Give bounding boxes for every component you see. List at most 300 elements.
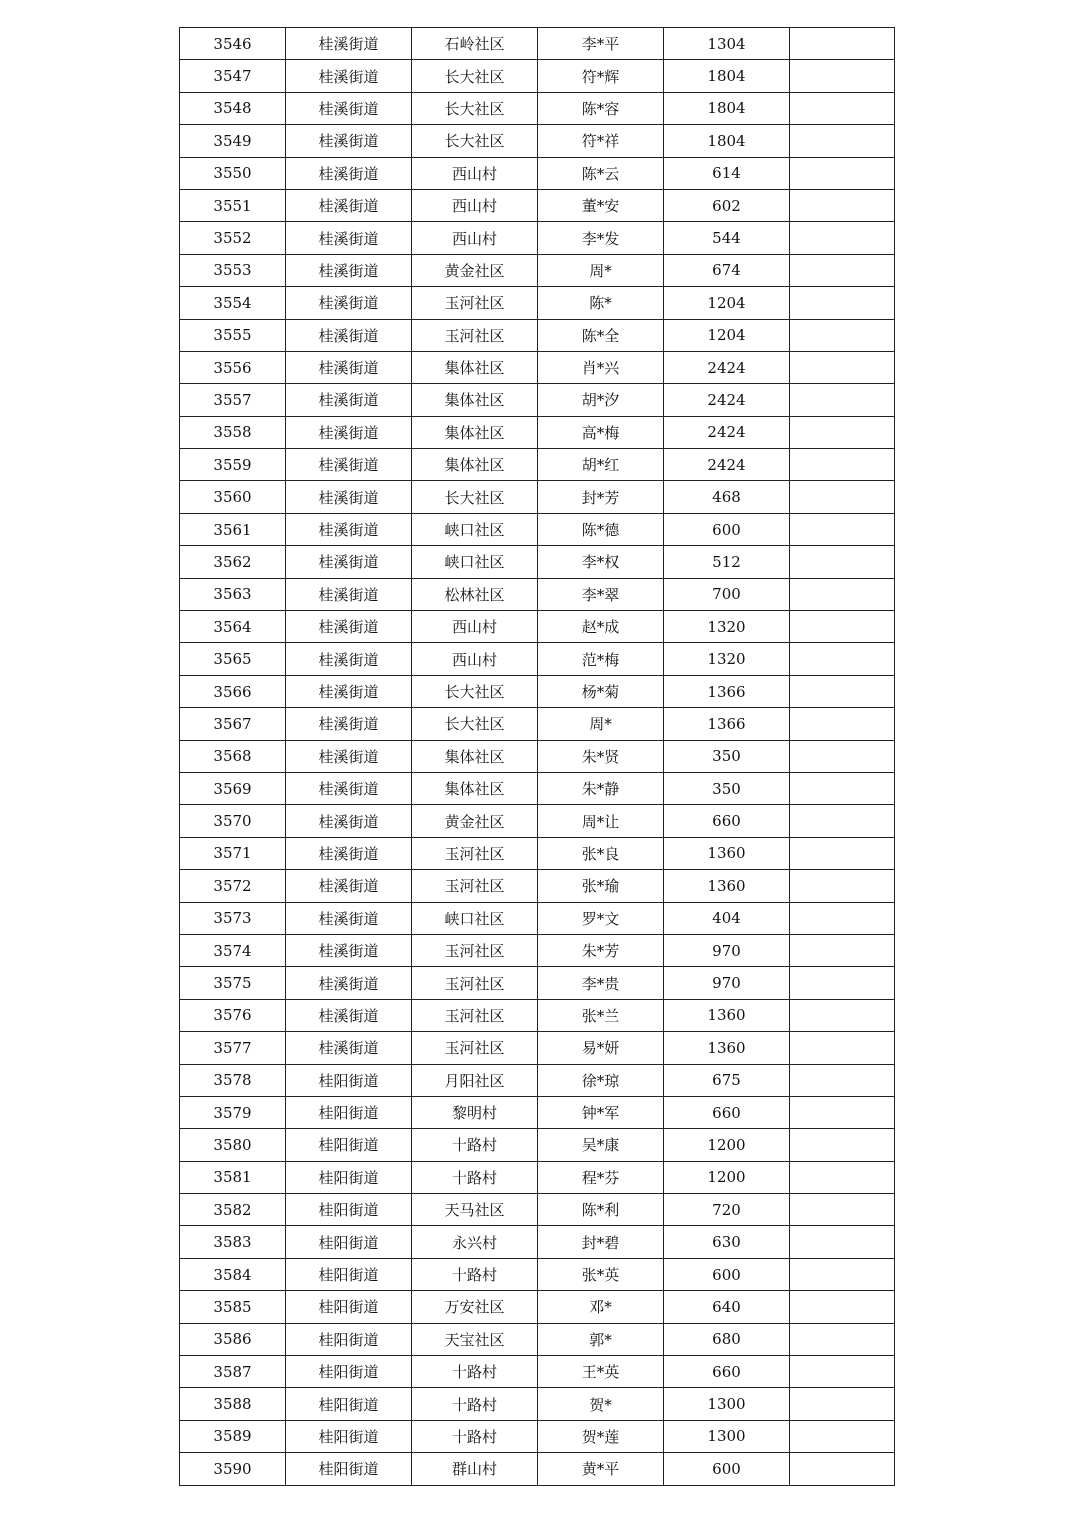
cell-amount: 1300 — [664, 1420, 790, 1452]
table-row — [180, 675, 895, 707]
cell-amount: 660 — [664, 1356, 790, 1388]
cell-number: 3555 — [180, 319, 286, 351]
table-row — [180, 1161, 895, 1193]
cell-name: 朱*芳 — [538, 934, 664, 966]
cell-community: 石岭社区 — [412, 28, 538, 60]
cell-number: 3556 — [180, 351, 286, 383]
table-row — [180, 254, 895, 286]
cell-street: 桂溪街道 — [286, 643, 412, 675]
table-row — [180, 772, 895, 804]
table-row — [180, 222, 895, 254]
cell-name: 李*贵 — [538, 967, 664, 999]
cell-amount: 2424 — [664, 449, 790, 481]
cell-note — [790, 92, 895, 124]
cell-name: 罗*文 — [538, 902, 664, 934]
cell-number: 3578 — [180, 1064, 286, 1096]
cell-name: 张*良 — [538, 837, 664, 869]
cell-community: 松林社区 — [412, 578, 538, 610]
cell-name: 杨*菊 — [538, 675, 664, 707]
cell-community: 长大社区 — [412, 708, 538, 740]
cell-note — [790, 578, 895, 610]
table-row — [180, 1323, 895, 1355]
cell-name: 贺*莲 — [538, 1420, 664, 1452]
cell-community: 长大社区 — [412, 675, 538, 707]
cell-amount: 640 — [664, 1291, 790, 1323]
cell-street: 桂溪街道 — [286, 222, 412, 254]
cell-street: 桂溪街道 — [286, 740, 412, 772]
cell-street: 桂溪街道 — [286, 708, 412, 740]
cell-street: 桂阳街道 — [286, 1323, 412, 1355]
cell-amount: 1204 — [664, 287, 790, 319]
cell-note — [790, 772, 895, 804]
table-row — [180, 967, 895, 999]
cell-street: 桂溪街道 — [286, 157, 412, 189]
cell-number: 3587 — [180, 1356, 286, 1388]
cell-note — [790, 351, 895, 383]
cell-name: 封*碧 — [538, 1226, 664, 1258]
cell-amount: 614 — [664, 157, 790, 189]
cell-number: 3554 — [180, 287, 286, 319]
table-row — [180, 1258, 895, 1290]
cell-community: 玉河社区 — [412, 999, 538, 1031]
cell-note — [790, 513, 895, 545]
cell-note — [790, 1291, 895, 1323]
cell-community: 西山村 — [412, 611, 538, 643]
cell-number: 3567 — [180, 708, 286, 740]
cell-number: 3582 — [180, 1194, 286, 1226]
cell-community: 玉河社区 — [412, 934, 538, 966]
cell-number: 3576 — [180, 999, 286, 1031]
cell-name: 陈* — [538, 287, 664, 319]
cell-street: 桂溪街道 — [286, 870, 412, 902]
cell-number: 3570 — [180, 805, 286, 837]
cell-note — [790, 967, 895, 999]
cell-number: 3557 — [180, 384, 286, 416]
cell-name: 李*权 — [538, 546, 664, 578]
cell-community: 长大社区 — [412, 92, 538, 124]
cell-community: 月阳社区 — [412, 1064, 538, 1096]
cell-number: 3565 — [180, 643, 286, 675]
cell-community: 十路村 — [412, 1356, 538, 1388]
cell-note — [790, 675, 895, 707]
cell-street: 桂阳街道 — [286, 1291, 412, 1323]
cell-name: 程*芬 — [538, 1161, 664, 1193]
cell-number: 3547 — [180, 60, 286, 92]
table-row — [180, 1420, 895, 1452]
table-row — [180, 1032, 895, 1064]
cell-amount: 600 — [664, 513, 790, 545]
cell-name: 周* — [538, 254, 664, 286]
cell-number: 3590 — [180, 1453, 286, 1485]
table-row — [180, 934, 895, 966]
cell-street: 桂阳街道 — [286, 1226, 412, 1258]
cell-name: 黄*平 — [538, 1453, 664, 1485]
cell-number: 3546 — [180, 28, 286, 60]
table-row — [180, 1096, 895, 1128]
data-table — [179, 27, 895, 1486]
cell-note — [790, 449, 895, 481]
cell-street: 桂溪街道 — [286, 1032, 412, 1064]
cell-note — [790, 28, 895, 60]
cell-note — [790, 157, 895, 189]
cell-street: 桂阳街道 — [286, 1064, 412, 1096]
cell-note — [790, 1064, 895, 1096]
cell-street: 桂溪街道 — [286, 189, 412, 221]
cell-community: 天宝社区 — [412, 1323, 538, 1355]
cell-community: 玉河社区 — [412, 837, 538, 869]
cell-amount: 350 — [664, 772, 790, 804]
cell-street: 桂溪街道 — [286, 578, 412, 610]
cell-note — [790, 837, 895, 869]
cell-street: 桂溪街道 — [286, 967, 412, 999]
cell-number: 3569 — [180, 772, 286, 804]
cell-name: 陈*利 — [538, 1194, 664, 1226]
cell-name: 赵*成 — [538, 611, 664, 643]
table-row — [180, 384, 895, 416]
cell-community: 集体社区 — [412, 351, 538, 383]
cell-name: 肖*兴 — [538, 351, 664, 383]
cell-note — [790, 1453, 895, 1485]
cell-amount: 1360 — [664, 1032, 790, 1064]
cell-street: 桂溪街道 — [286, 675, 412, 707]
cell-community: 玉河社区 — [412, 1032, 538, 1064]
cell-note — [790, 740, 895, 772]
table-row — [180, 287, 895, 319]
cell-amount: 1200 — [664, 1129, 790, 1161]
cell-community: 西山村 — [412, 643, 538, 675]
cell-name: 张*瑜 — [538, 870, 664, 902]
cell-note — [790, 1420, 895, 1452]
cell-name: 吴*康 — [538, 1129, 664, 1161]
cell-name: 郭* — [538, 1323, 664, 1355]
cell-street: 桂溪街道 — [286, 546, 412, 578]
cell-name: 李*平 — [538, 28, 664, 60]
cell-note — [790, 287, 895, 319]
cell-amount: 675 — [664, 1064, 790, 1096]
cell-note — [790, 999, 895, 1031]
cell-community: 十路村 — [412, 1258, 538, 1290]
cell-note — [790, 1323, 895, 1355]
cell-number: 3573 — [180, 902, 286, 934]
cell-number: 3564 — [180, 611, 286, 643]
cell-amount: 970 — [664, 934, 790, 966]
cell-amount: 1360 — [664, 837, 790, 869]
cell-community: 玉河社区 — [412, 287, 538, 319]
cell-number: 3566 — [180, 675, 286, 707]
cell-name: 钟*军 — [538, 1096, 664, 1128]
cell-community: 长大社区 — [412, 125, 538, 157]
table-row — [180, 1064, 895, 1096]
cell-street: 桂溪街道 — [286, 513, 412, 545]
cell-street: 桂阳街道 — [286, 1161, 412, 1193]
table-row — [180, 1194, 895, 1226]
cell-note — [790, 1096, 895, 1128]
cell-street: 桂溪街道 — [286, 934, 412, 966]
cell-name: 陈*云 — [538, 157, 664, 189]
table-row — [180, 92, 895, 124]
cell-number: 3579 — [180, 1096, 286, 1128]
cell-street: 桂溪街道 — [286, 28, 412, 60]
cell-note — [790, 222, 895, 254]
table-row — [180, 416, 895, 448]
cell-street: 桂溪街道 — [286, 999, 412, 1031]
cell-number: 3583 — [180, 1226, 286, 1258]
cell-amount: 1366 — [664, 675, 790, 707]
cell-amount: 1320 — [664, 643, 790, 675]
table-row — [180, 1453, 895, 1485]
table-row — [180, 643, 895, 675]
cell-community: 长大社区 — [412, 481, 538, 513]
table-row — [180, 805, 895, 837]
table-row — [180, 1129, 895, 1161]
cell-community: 集体社区 — [412, 416, 538, 448]
cell-amount: 1804 — [664, 125, 790, 157]
cell-number: 3577 — [180, 1032, 286, 1064]
cell-street: 桂溪街道 — [286, 351, 412, 383]
cell-name: 符*辉 — [538, 60, 664, 92]
cell-note — [790, 1032, 895, 1064]
cell-community: 万安社区 — [412, 1291, 538, 1323]
cell-name: 李*发 — [538, 222, 664, 254]
cell-amount: 2424 — [664, 384, 790, 416]
table-row — [180, 708, 895, 740]
cell-name: 陈*全 — [538, 319, 664, 351]
cell-community: 峡口社区 — [412, 513, 538, 545]
cell-number: 3549 — [180, 125, 286, 157]
table-row — [180, 28, 895, 60]
table-row — [180, 1388, 895, 1420]
cell-amount: 674 — [664, 254, 790, 286]
cell-name: 易*妍 — [538, 1032, 664, 1064]
cell-name: 朱*贤 — [538, 740, 664, 772]
cell-note — [790, 254, 895, 286]
table-row — [180, 319, 895, 351]
cell-note — [790, 125, 895, 157]
cell-number: 3580 — [180, 1129, 286, 1161]
cell-note — [790, 934, 895, 966]
table-row — [180, 1356, 895, 1388]
cell-street: 桂溪街道 — [286, 611, 412, 643]
cell-number: 3574 — [180, 934, 286, 966]
cell-number: 3553 — [180, 254, 286, 286]
cell-note — [790, 384, 895, 416]
cell-amount: 602 — [664, 189, 790, 221]
cell-note — [790, 1226, 895, 1258]
cell-street: 桂溪街道 — [286, 772, 412, 804]
cell-community: 峡口社区 — [412, 902, 538, 934]
cell-number: 3581 — [180, 1161, 286, 1193]
table-row — [180, 578, 895, 610]
table-row — [180, 870, 895, 902]
cell-number: 3585 — [180, 1291, 286, 1323]
cell-street: 桂溪街道 — [286, 449, 412, 481]
cell-amount: 1804 — [664, 60, 790, 92]
cell-number: 3563 — [180, 578, 286, 610]
cell-note — [790, 416, 895, 448]
table-row — [180, 60, 895, 92]
cell-amount: 1200 — [664, 1161, 790, 1193]
table-row — [180, 449, 895, 481]
table-row — [180, 351, 895, 383]
cell-number: 3552 — [180, 222, 286, 254]
cell-note — [790, 1161, 895, 1193]
cell-name: 封*芳 — [538, 481, 664, 513]
cell-note — [790, 643, 895, 675]
cell-name: 徐*琼 — [538, 1064, 664, 1096]
cell-street: 桂溪街道 — [286, 481, 412, 513]
cell-note — [790, 805, 895, 837]
cell-amount: 1360 — [664, 999, 790, 1031]
cell-note — [790, 870, 895, 902]
cell-street: 桂溪街道 — [286, 319, 412, 351]
cell-community: 西山村 — [412, 157, 538, 189]
cell-amount: 350 — [664, 740, 790, 772]
table-row — [180, 1226, 895, 1258]
cell-community: 集体社区 — [412, 740, 538, 772]
cell-street: 桂溪街道 — [286, 254, 412, 286]
table-row — [180, 999, 895, 1031]
table-row — [180, 902, 895, 934]
cell-name: 邓* — [538, 1291, 664, 1323]
table-row — [180, 513, 895, 545]
cell-name: 陈*容 — [538, 92, 664, 124]
cell-number: 3550 — [180, 157, 286, 189]
cell-number: 3575 — [180, 967, 286, 999]
cell-street: 桂阳街道 — [286, 1420, 412, 1452]
cell-street: 桂溪街道 — [286, 416, 412, 448]
cell-note — [790, 189, 895, 221]
cell-number: 3571 — [180, 837, 286, 869]
cell-amount: 720 — [664, 1194, 790, 1226]
cell-amount: 1304 — [664, 28, 790, 60]
cell-note — [790, 1258, 895, 1290]
cell-street: 桂溪街道 — [286, 125, 412, 157]
table-row — [180, 546, 895, 578]
cell-name: 李*翠 — [538, 578, 664, 610]
cell-community: 黄金社区 — [412, 805, 538, 837]
cell-number: 3584 — [180, 1258, 286, 1290]
cell-number: 3586 — [180, 1323, 286, 1355]
cell-name: 胡*红 — [538, 449, 664, 481]
cell-number: 3548 — [180, 92, 286, 124]
cell-street: 桂阳街道 — [286, 1356, 412, 1388]
cell-amount: 700 — [664, 578, 790, 610]
cell-amount: 512 — [664, 546, 790, 578]
cell-amount: 600 — [664, 1258, 790, 1290]
cell-name: 周* — [538, 708, 664, 740]
cell-note — [790, 60, 895, 92]
cell-number: 3572 — [180, 870, 286, 902]
table-row — [180, 837, 895, 869]
cell-note — [790, 1129, 895, 1161]
table-row — [180, 481, 895, 513]
cell-name: 贺* — [538, 1388, 664, 1420]
cell-number: 3560 — [180, 481, 286, 513]
cell-community: 十路村 — [412, 1420, 538, 1452]
cell-street: 桂溪街道 — [286, 384, 412, 416]
cell-amount: 680 — [664, 1323, 790, 1355]
cell-amount: 970 — [664, 967, 790, 999]
cell-name: 陈*德 — [538, 513, 664, 545]
cell-name: 张*兰 — [538, 999, 664, 1031]
cell-note — [790, 1388, 895, 1420]
cell-note — [790, 611, 895, 643]
cell-community: 西山村 — [412, 189, 538, 221]
cell-name: 周*让 — [538, 805, 664, 837]
cell-amount: 1300 — [664, 1388, 790, 1420]
cell-community: 峡口社区 — [412, 546, 538, 578]
cell-amount: 468 — [664, 481, 790, 513]
cell-street: 桂阳街道 — [286, 1453, 412, 1485]
cell-street: 桂溪街道 — [286, 805, 412, 837]
cell-number: 3562 — [180, 546, 286, 578]
cell-name: 董*安 — [538, 189, 664, 221]
cell-amount: 1804 — [664, 92, 790, 124]
cell-street: 桂阳街道 — [286, 1096, 412, 1128]
cell-number: 3589 — [180, 1420, 286, 1452]
cell-number: 3561 — [180, 513, 286, 545]
cell-number: 3588 — [180, 1388, 286, 1420]
cell-street: 桂溪街道 — [286, 60, 412, 92]
cell-name: 朱*静 — [538, 772, 664, 804]
cell-note — [790, 481, 895, 513]
cell-street: 桂阳街道 — [286, 1388, 412, 1420]
cell-community: 黎明村 — [412, 1096, 538, 1128]
table-row — [180, 611, 895, 643]
cell-amount: 660 — [664, 1096, 790, 1128]
cell-community: 十路村 — [412, 1161, 538, 1193]
cell-number: 3568 — [180, 740, 286, 772]
cell-amount: 660 — [664, 805, 790, 837]
cell-name: 符*祥 — [538, 125, 664, 157]
cell-community: 永兴村 — [412, 1226, 538, 1258]
cell-community: 玉河社区 — [412, 967, 538, 999]
cell-community: 十路村 — [412, 1388, 538, 1420]
cell-amount: 600 — [664, 1453, 790, 1485]
cell-community: 集体社区 — [412, 384, 538, 416]
cell-number: 3559 — [180, 449, 286, 481]
table-row — [180, 740, 895, 772]
cell-name: 张*英 — [538, 1258, 664, 1290]
cell-community: 集体社区 — [412, 772, 538, 804]
cell-street: 桂阳街道 — [286, 1258, 412, 1290]
cell-amount: 404 — [664, 902, 790, 934]
cell-note — [790, 319, 895, 351]
cell-community: 天马社区 — [412, 1194, 538, 1226]
cell-amount: 1366 — [664, 708, 790, 740]
table-row — [180, 157, 895, 189]
cell-street: 桂溪街道 — [286, 287, 412, 319]
cell-amount: 2424 — [664, 416, 790, 448]
cell-community: 玉河社区 — [412, 870, 538, 902]
cell-note — [790, 902, 895, 934]
cell-community: 黄金社区 — [412, 254, 538, 286]
cell-amount: 544 — [664, 222, 790, 254]
cell-street: 桂阳街道 — [286, 1194, 412, 1226]
cell-street: 桂溪街道 — [286, 92, 412, 124]
cell-number: 3551 — [180, 189, 286, 221]
table-body — [180, 28, 895, 1486]
cell-number: 3558 — [180, 416, 286, 448]
cell-name: 高*梅 — [538, 416, 664, 448]
table-row — [180, 189, 895, 221]
table-row — [180, 125, 895, 157]
cell-community: 集体社区 — [412, 449, 538, 481]
cell-community: 长大社区 — [412, 60, 538, 92]
cell-community: 玉河社区 — [412, 319, 538, 351]
cell-community: 西山村 — [412, 222, 538, 254]
cell-amount: 1320 — [664, 611, 790, 643]
